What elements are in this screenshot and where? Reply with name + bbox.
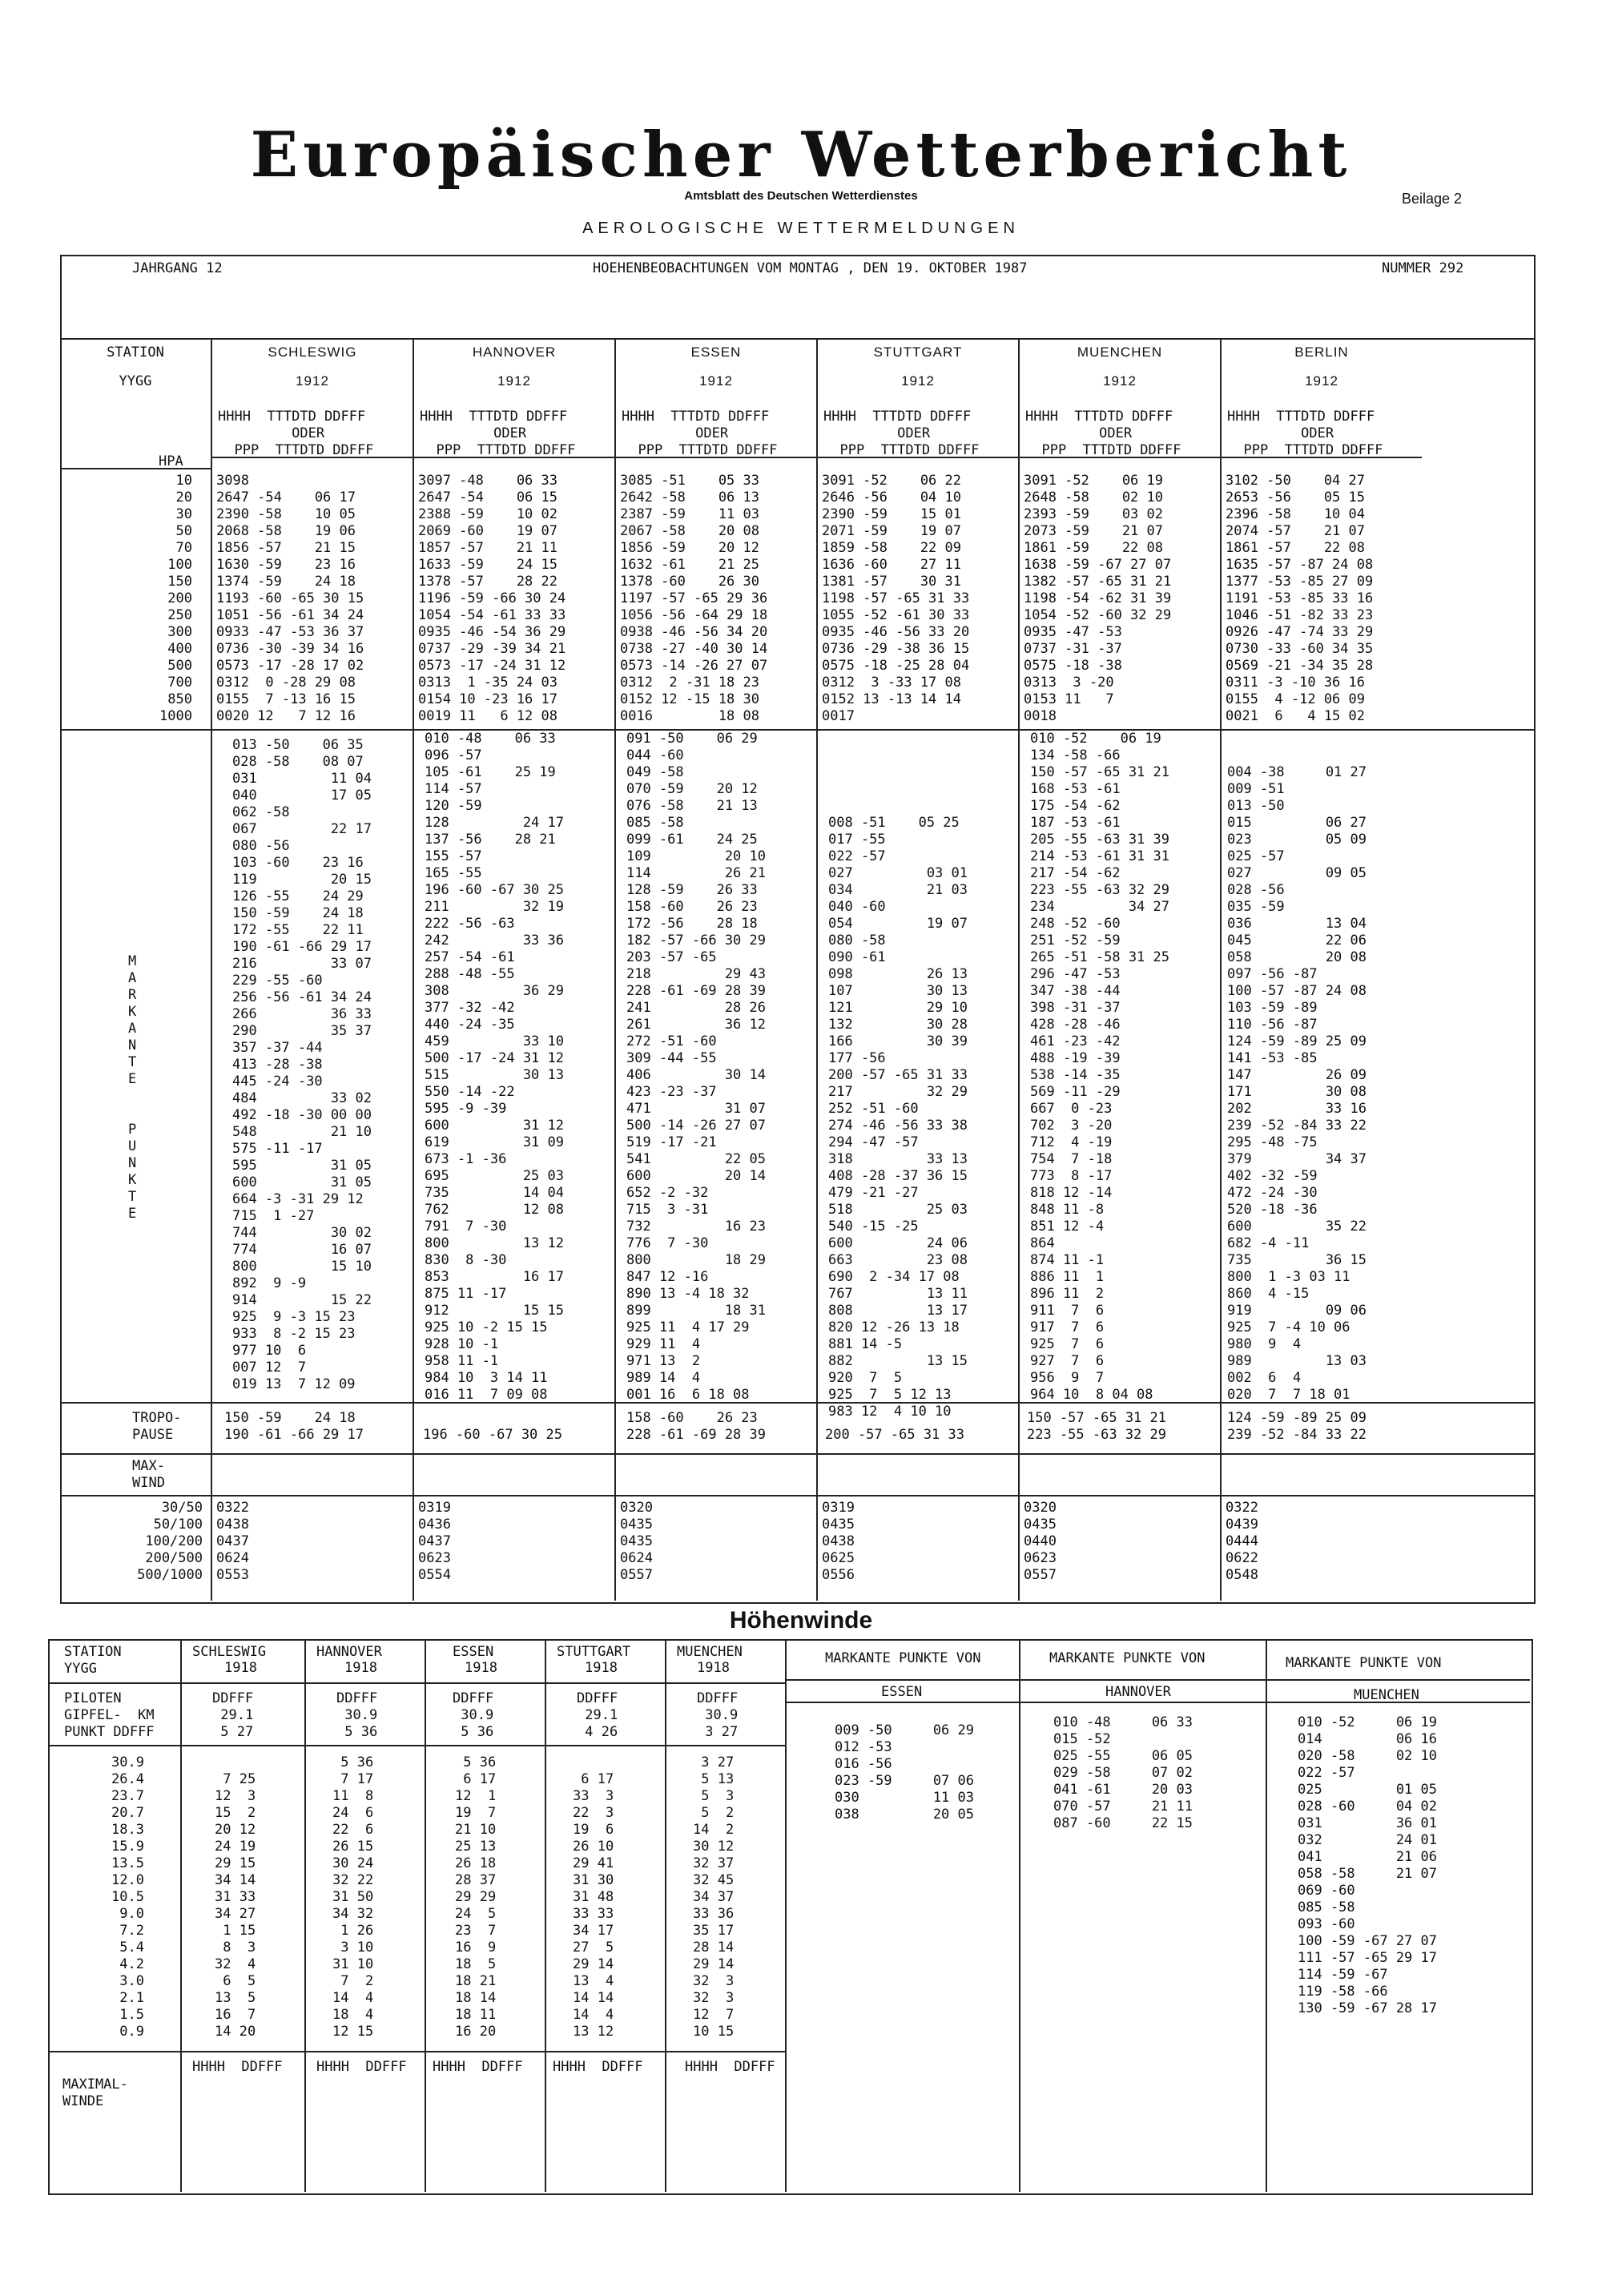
max-head-essen: HHHH DDFFF [433,2059,523,2075]
nummer: NUMMER 292 [1382,260,1464,276]
winds-hannover: 5 36 7 17 11 8 24 6 22 6 26 15 30 24 32 22 31 50 34 32 1 26 3 10 31 10 7 2 14 4 18 4 12 15 [332,1754,374,2040]
station-berlin: BERLIN [1294,344,1349,360]
std-schleswig: 3098 2647 -54 06 17 2390 -58 10 05 2068 -58 19 06 1856 -57 21 15 1630 -59 23 16 1374 -59 24 18 1193 -60 -65 30 15 1051 -56 -61 34 24 0933 -47 -53 36 37 0736 -30 -39 34 16 0573 -17 -28 17 02 0312 0 -28 29 08 0155 7 -13 16 15 0020 12 7 12 16 [216,473,364,724]
winds-stuttgart: 6 17 33 3 22 3 19 6 26 10 29 41 31 30 31 48 33 33 34 17 27 5 29 14 13 4 14 14 14 4 13 12 [573,1771,614,2040]
station-label: STATION [107,344,164,361]
yygg-stuttgart: 1912 [901,373,935,389]
std-muenchen: 3091 -52 06 19 2648 -58 02 10 2393 -59 03 02 2073 -59 21 07 1861 -59 22 08 1638 -59 -67 27 07 1382 -57 -65 31 21 1198 -54 -62 31 39 1054 -52 -60 32 29 0935 -47 -53 0737 -31 -37 0575 -18 -38 0313 3 -20 0153 11 7 0018 [1024,473,1172,724]
gipfel-stuttgart: DDFFF 29.1 4 26 [577,1690,618,1740]
newspaper-title: Europäischer Wetterbericht [250,119,1352,191]
hw-yygg-hannover: 1918 [344,1660,377,1676]
max-head-schleswig: HHHH DDFFF [192,2059,283,2075]
tropo-schleswig: 150 -59 24 18 190 -61 -66 29 17 [224,1410,364,1443]
station-schleswig: SCHLESWIG [268,344,357,360]
beilage-label: Beilage 2 [1402,191,1463,207]
gipfel-essen: DDFFF 30.9 5 36 [453,1690,494,1740]
maxwind-label: MAX- WIND [132,1458,165,1491]
sig-berlin: 004 -38 01 27 009 -51 013 -50 015 06 27 023 05 09 025 -57 027 09 05 028 -56 035 -59 036 13 04 045 22 06 058 20 08 097 -56 -87 100 -57 -87 24 08 103 -59 -89 110 -56 -87 124 -59 -89 25 09 141 -53 -85 147 26 09 171 30 08 202 33 16 239 -52 -84 33 22 295 -48 -75 379 34 37 402 -32 -59 472 -24 -30 520 -18 -36 600 35 22 682 -4 -11 735 36 15 800 1 -3 03 11 860 4 -15 919 09 06 925 7 -4 10 06 980 9 4 989 13 03 002 6 4 020 7 7 18 01 [1227,764,1367,1403]
hw-yygg-schleswig: 1918 [224,1660,257,1676]
hw-station-muenchen: MUENCHEN [677,1644,743,1660]
std-hannover: 3097 -48 06 33 2647 -54 06 15 2388 -59 10 02 2069 -60 19 07 1857 -57 21 11 1633 -59 24 15 1378 -57 28 22 1196 -59 -66 30 24 1054 -54 -61 33 33 0935 -46 -54 36 29 0737 -29 -39 34 21 0573 -17 -24 31 12 0313 1 -35 24 03 0154 10 -23 16 17 0019 11 6 12 08 [418,473,566,724]
tropo-berlin: 124 -59 -89 25 09 239 -52 -84 33 22 [1227,1410,1367,1443]
std-berlin: 3102 -50 04 27 2653 -56 05 15 2396 -58 10 04 2074 -57 21 07 1861 -57 22 08 1635 -57 -87 24 08 1377 -53 -85 27 09 1191 -53 -85 33 16 1046 -51 -82 33 23 0926 -47 -74 33 29 0730 -33 -60 34 35 0569 -21 -34 35 28 0311 -3 -10 36 16 0155 4 -12 06 09 0021 6 4 15 02 [1226,473,1374,724]
tropo-essen: 158 -60 26 23 228 -61 -69 28 39 [626,1410,766,1443]
station-essen: ESSEN [690,344,742,360]
yygg-label: YYGG [119,373,152,389]
layers-label: 30/50 50/100 100/200 200/500 500/1000 [137,1500,203,1583]
hpa-label: HPA [159,453,183,469]
subtitle: Amtsblatt des Deutschen Wetterdienstes [684,189,918,203]
layers-schleswig: 0322 0438 0437 0624 0553 [216,1500,249,1583]
mk-label-muenchen: MARKANTE PUNKTE VON [1286,1655,1442,1671]
section-title: AEROLOGISCHE WETTERMELDUNGEN [582,220,1020,237]
mk-station-muenchen: MUENCHEN [1354,1687,1419,1703]
colhead-schleswig: HHHH TTTDTD DDFFF ODER PPP TTTDTD DDFFF [218,409,374,458]
tropopause-label: TROPO- PAUSE [132,1410,182,1443]
jahrgang: JAHRGANG 12 [132,260,223,276]
mk-label-hannover: MARKANTE PUNKTE VON [1049,1650,1206,1666]
layers-muenchen: 0320 0435 0440 0623 0557 [1024,1500,1057,1583]
mk-station-essen: ESSEN [881,1684,923,1700]
gipfel-label: PILOTEN GIPFEL- KM PUNKT DDFFF [64,1690,155,1740]
gipfel-schleswig: DDFFF 29.1 5 27 [212,1690,254,1740]
tropo-hannover: 196 -60 -67 30 25 [423,1427,562,1443]
gipfel-hannover: DDFFF 30.9 5 36 [336,1690,378,1740]
yygg-muenchen: 1912 [1103,373,1137,389]
winds-muenchen: 3 27 5 13 5 3 5 2 14 2 30 12 32 37 32 45 34 37 33 36 35 17 28 14 29 14 32 3 32 3 12 7 10 15 [693,1754,735,2040]
layers-berlin: 0322 0439 0444 0622 0548 [1226,1500,1258,1583]
yygg-schleswig: 1912 [296,373,329,389]
colhead-hannover: HHHH TTTDTD DDFFF ODER PPP TTTDTD DDFFF [420,409,576,458]
winds-schleswig: 7 25 12 3 15 2 20 12 24 19 29 15 34 14 31 33 34 27 1 15 8 3 32 4 6 5 13 5 16 7 14 20 [215,1771,256,2040]
hw-station-stuttgart: STUTTGART [557,1644,631,1660]
km-levels: 30.9 26.4 23.7 20.7 18.3 15.9 13.5 12.0 10.5 9.0 7.2 5.4 4.2 3.0 2.1 1.5 0.9 [111,1754,144,2040]
markante-punkte-label: M A R K A N T E P U N K T E [128,953,137,1222]
tropo-muenchen: 150 -57 -65 31 21 223 -55 -63 32 29 [1027,1410,1166,1443]
colhead-berlin: HHHH TTTDTD DDFFF ODER PPP TTTDTD DDFFF [1227,409,1383,458]
colhead-stuttgart: HHHH TTTDTD DDFFF ODER PPP TTTDTD DDFFF [823,409,980,458]
hw-yygg-stuttgart: 1918 [585,1660,618,1676]
station-hannover: HANNOVER [472,344,557,360]
observation-date: HOEHENBEOBACHTUNGEN VOM MONTAG , DEN 19. OKTOBER 1987 [593,260,1028,276]
hw-station-essen: ESSEN [453,1644,494,1660]
maximal-winde-label: MAXIMAL- WINDE [62,2076,128,2109]
sig-hannover: 010 -48 06 33 096 -57 105 -61 25 19 114 -57 120 -59 128 24 17 137 -56 28 21 155 -57 165 -55 196 -60 -67 30 25 211 32 19 222 -56 -63 242 33 36 257 -54 -61 288 -48 -55 308 36 29 377 -32 -42 440 -24 -35 459 33 10 500 -17 -24 31 12 515 30 13 550 -14 -22 595 -9 -39 600 31 12 619 31 09 673 -1 -36 695 25 03 735 14 04 762 12 08 791 7 -30 800 13 12 830 8 -30 853 16 17 875 11 -17 912 15 15 925 10 -2 15 15 928 10 -1 958 11 -1 984 10 3 14 11 016 11 7 09 08 [425,731,564,1403]
sig-schleswig: 013 -50 06 35 028 -58 08 07 031 11 04 040 17 05 062 -58 067 22 17 080 -56 103 -60 23 16 119 20 15 126 -55 24 29 150 -59 24 18 172 -55 22 11 190 -61 -66 29 17 216 33 07 229 -55 -60 256 -56 -61 34 24 266 36 33 290 35 37 357 -37 -44 413 -28 -38 445 -24 -30 484 33 02 492 -18 -30 00 00 548 21 10 575 -11 -17 595 31 05 600 31 05 664 -3 -31 29 12 715 1 -27 744 30 02 774 16 07 800 15 10 892 9 -9 914 15 22 925 9 -3 15 23 933 8 -2 15 23 977 10 6 007 12 7 019 13 7 12 09 [232,737,372,1392]
layers-stuttgart: 0319 0435 0438 0625 0556 [822,1500,855,1583]
sig-stuttgart: 008 -51 05 25 017 -55 022 -57 027 03 01 034 21 03 040 -60 054 19 07 080 -58 090 -61 098 26 13 107 30 13 121 29 10 132 30 28 166 30 39 177 -56 200 -57 -65 31 33 217 32 29 252 -51 -60 274 -46 -56 33 38 294 -47 -57 318 33 13 408 -28 -37 36 15 479 -21 -27 518 25 03 540 -15 -25 600 24 06 663 23 08 690 2 -34 17 08 767 13 11 808 13 17 820 12 -26 13 18 881 14 -5 882 13 15 920 7 5 925 7 5 12 13 983 12 4 10 10 [828,815,968,1420]
gipfel-muenchen: DDFFF 30.9 3 27 [697,1690,739,1740]
std-stuttgart: 3091 -52 06 22 2646 -56 04 10 2390 -59 15 01 2071 -59 19 07 1859 -58 22 09 1636 -60 27 11 1381 -57 30 31 1198 -57 -65 31 33 1055 -52 -61 30 33 0935 -46 -56 33 20 0736 -29 -38 36 15 0575 -18 -25 28 04 0312 3 -33 17 08 0152 13 -13 14 14 0017 [822,473,970,724]
max-head-stuttgart: HHHH DDFFF [553,2059,643,2075]
hw-station-label: STATION YYGG [64,1644,122,1677]
station-muenchen: MUENCHEN [1077,344,1163,360]
station-stuttgart: STUTTGART [873,344,963,360]
tropo-stuttgart: 200 -57 -65 31 33 [825,1427,964,1443]
yygg-essen: 1912 [699,373,733,389]
layers-hannover: 0319 0436 0437 0623 0554 [418,1500,451,1583]
yygg-berlin: 1912 [1305,373,1338,389]
layers-essen: 0320 0435 0435 0624 0557 [620,1500,653,1583]
hw-station-hannover: HANNOVER [316,1644,382,1660]
sig-essen: 091 -50 06 29 044 -60 049 -58 070 -59 20 12 076 -58 21 13 085 -58 099 -61 24 25 109 20 10 114 26 21 128 -59 26 33 158 -60 26 23 172 -56 28 18 182 -57 -66 30 29 203 -57 -65 218 29 43 228 -61 -69 28 39 241 28 26 261 36 12 272 -51 -60 309 -44 -55 406 30 14 423 -23 -37 471 31 07 500 -14 -26 27 07 519 -17 -21 541 22 05 600 20 14 652 -2 -32 715 3 -31 732 16 23 776 7 -30 800 18 29 847 12 -16 890 13 -4 18 32 899 18 31 925 11 4 17 29 929 11 4 971 13 2 989 14 4 001 16 6 18 08 [626,731,766,1403]
hw-station-schleswig: SCHLESWIG [192,1644,267,1660]
colhead-essen: HHHH TTTDTD DDFFF ODER PPP TTTDTD DDFFF [622,409,778,458]
hoehenwinde-title: Höhenwinde [729,1607,873,1633]
hw-yygg-muenchen: 1918 [697,1660,730,1676]
hpa-levels: 10 20 30 50 70 100 150 200 250 300 400 500 700 850 1000 [159,473,192,724]
mk-muenchen: 010 -52 06 19 014 06 16 020 -58 02 10 022 -57 025 01 05 028 -60 04 02 031 36 01 032 24 01 041 21 06 058 -58 21 07 069 -60 085 -58 093 -60 100 -59 -67 27 07 111 -57 -65 29 17 114 -59 -67 119 -58 -66 130 -59 -67 28 17 [1298,1714,1437,2016]
yygg-hannover: 1912 [497,373,531,389]
mk-station-hannover: HANNOVER [1105,1684,1171,1700]
mk-hannover: 010 -48 06 33 015 -52 025 -55 06 05 029 -58 07 02 041 -61 20 03 070 -57 21 11 087 -60 22 15 [1053,1714,1193,1831]
sig-muenchen: 010 -52 06 19 134 -58 -66 150 -57 -65 31 21 168 -53 -61 175 -54 -62 187 -53 -61 205 -55 -63 31 39 214 -53 -61 31 31 217 -54 -62 223 -55 -63 32 29 234 34 27 248 -52 -60 251 -52 -59 265 -51 -58 31 25 296 -47 -53 347 -38 -44 398 -31 -37 428 -28 -46 461 -23 -42 488 -19 -39 538 -14 -35 569 -11 -29 667 0 -23 702 3 -20 712 4 -19 754 7 -18 773 8 -17 818 12 -14 848 11 -8 851 12 -4 864 874 11 -1 886 11 1 896 11 2 911 7 6 917 7 6 925 7 6 927 7 6 956 9 7 964 10 8 04 08 [1030,731,1169,1403]
mk-label-essen: MARKANTE PUNKTE VON [825,1650,981,1666]
max-head-muenchen: HHHH DDFFF [685,2059,775,2075]
max-head-hannover: HHHH DDFFF [316,2059,407,2075]
colhead-muenchen: HHHH TTTDTD DDFFF ODER PPP TTTDTD DDFFF [1025,409,1181,458]
mk-essen: 009 -50 06 29 012 -53 016 -56 023 -59 07 06 030 11 03 038 20 05 [835,1722,974,1823]
std-essen: 3085 -51 05 33 2642 -58 06 13 2387 -59 11 03 2067 -58 20 08 1856 -59 20 12 1632 -61 21 25 1378 -60 26 30 1197 -57 -65 29 36 1056 -56 -64 29 18 0938 -46 -56 34 20 0738 -27 -40 30 14 0573 -14 -26 27 07 0312 2 -31 18 23 0152 12 -15 18 30 0016 18 08 [620,473,768,724]
winds-essen: 5 36 6 17 12 1 19 7 21 10 25 13 26 18 28 37 29 29 24 5 23 7 16 9 18 5 18 21 18 14 18 11 16 20 [455,1754,497,2040]
hw-yygg-essen: 1918 [465,1660,497,1676]
